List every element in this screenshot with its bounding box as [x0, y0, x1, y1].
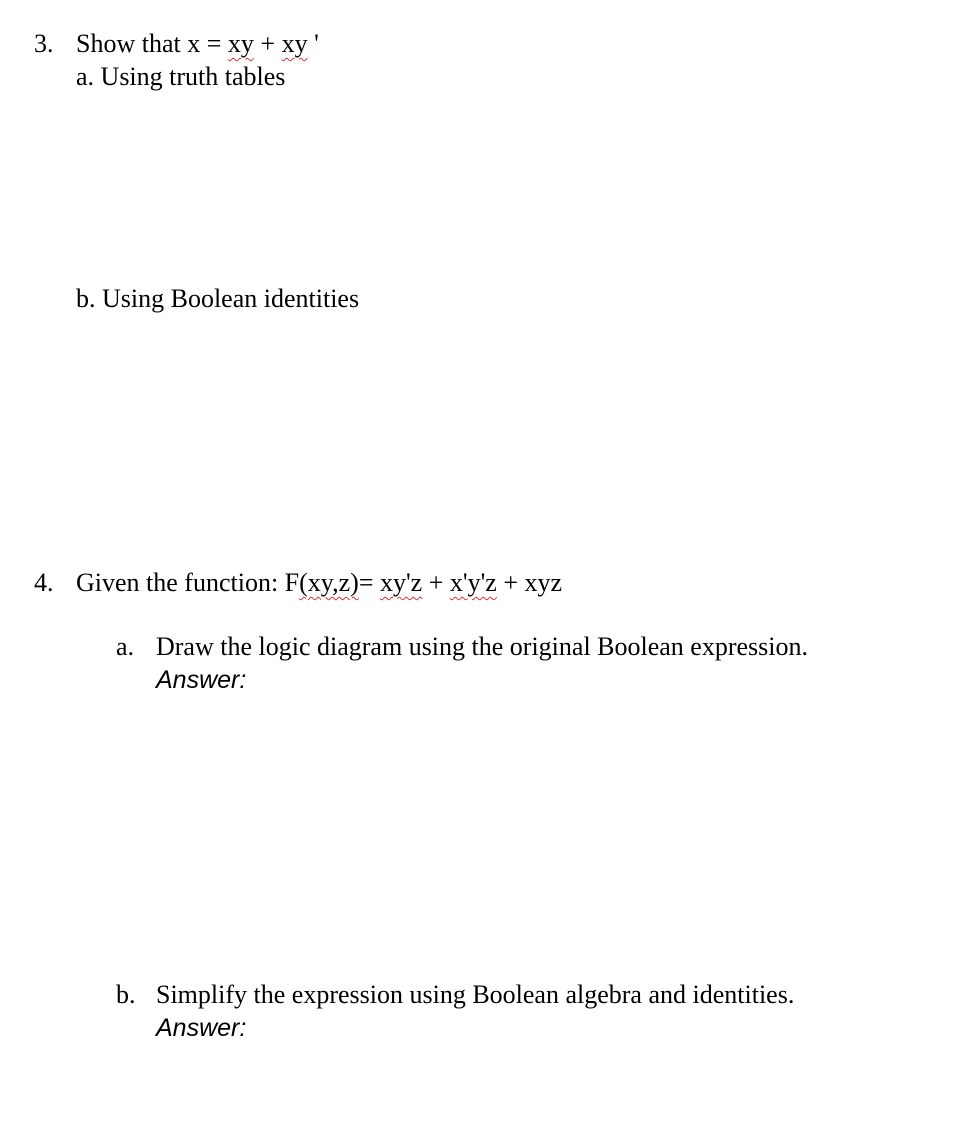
q3-number: 3.: [34, 29, 54, 58]
q4-prefix: Given the function: F: [76, 568, 300, 597]
q3-prefix: Show that x =: [76, 29, 228, 58]
q3-prime: ': [307, 29, 319, 58]
q4-plus1: +: [422, 568, 450, 597]
q4-args: (xy,z): [299, 568, 359, 597]
q4-part-a-answer: Answer:: [156, 666, 247, 694]
q4-part-a-text: Draw the logic diagram using the original Boolean expression.: [156, 632, 809, 661]
q4-part-a-letter: a.: [116, 632, 135, 661]
q4-term1: xy'z: [379, 568, 423, 597]
q4-part-b-text: Simplify the expression using Boolean algebra and identities.: [156, 980, 795, 1009]
q4-plus2: + xyz: [496, 568, 563, 597]
q3-part-a: a. Using truth tables: [76, 62, 286, 91]
q3-plus: +: [253, 29, 282, 58]
q4-equals: =: [358, 568, 380, 597]
q3-statement: [76, 28, 319, 60]
q4-statement: [76, 567, 562, 599]
q4-number: 4.: [34, 568, 54, 597]
q4-part-b-letter: b.: [116, 980, 136, 1009]
q3-term1: xy: [227, 29, 254, 58]
q3-part-b: b. Using Boolean identities: [76, 284, 360, 313]
q3-term2: xy: [281, 29, 308, 58]
q4-term2: x'y'z: [449, 568, 497, 597]
q4-part-b-answer: Answer:: [156, 1014, 247, 1042]
